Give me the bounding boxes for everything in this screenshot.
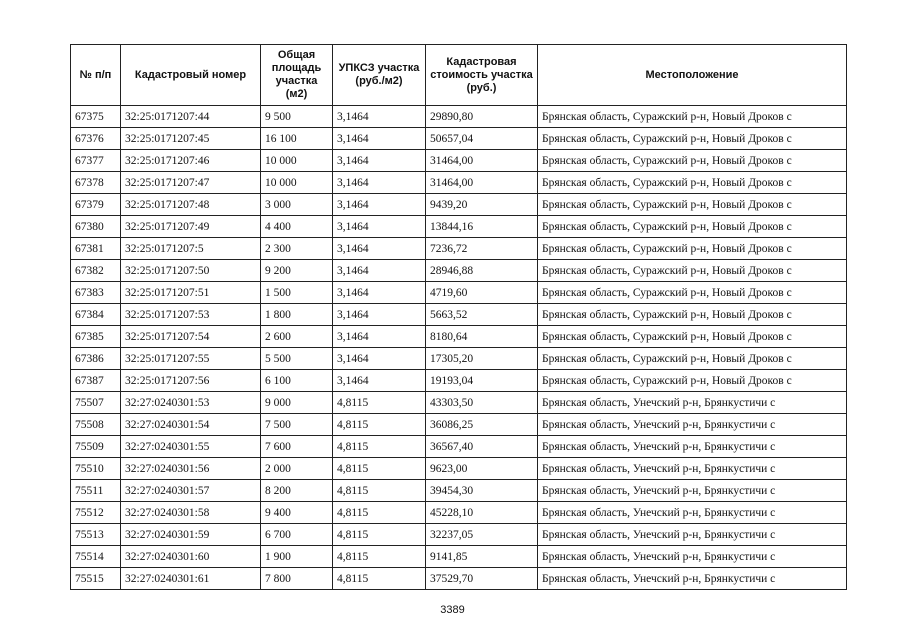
cell-location: Брянская область, Суражский р-н, Новый Дроков с — [538, 150, 847, 172]
cell-num: 75511 — [71, 480, 121, 502]
cell-upksz: 3,1464 — [333, 326, 426, 348]
cell-area: 5 500 — [261, 348, 333, 370]
cell-location: Брянская область, Суражский р-н, Новый Дроков с — [538, 348, 847, 370]
cell-cadastral-number: 32:25:0171207:56 — [121, 370, 261, 392]
cell-upksz: 3,1464 — [333, 106, 426, 128]
cell-location: Брянская область, Унечский р-н, Брянкустичи с — [538, 414, 847, 436]
cell-cadastral-cost: 45228,10 — [426, 502, 538, 524]
cell-cadastral-cost: 31464,00 — [426, 172, 538, 194]
cell-num: 67384 — [71, 304, 121, 326]
cell-cadastral-cost: 36567,40 — [426, 436, 538, 458]
table-row — [71, 546, 847, 568]
table-row — [71, 216, 847, 238]
cell-area: 6 100 — [261, 370, 333, 392]
table-row — [71, 128, 847, 150]
cell-cadastral-cost: 13844,16 — [426, 216, 538, 238]
table-row — [71, 392, 847, 414]
cell-location: Брянская область, Суражский р-н, Новый Дроков с — [538, 282, 847, 304]
header-area: Общая площадь участка (м2) — [261, 45, 333, 106]
cell-location: Брянская область, Суражский р-н, Новый Дроков с — [538, 260, 847, 282]
cell-num: 67387 — [71, 370, 121, 392]
cell-upksz: 3,1464 — [333, 194, 426, 216]
cell-cadastral-number: 32:25:0171207:51 — [121, 282, 261, 304]
cell-cadastral-cost: 28946,88 — [426, 260, 538, 282]
cell-upksz: 3,1464 — [333, 282, 426, 304]
cell-num: 67386 — [71, 348, 121, 370]
cell-num: 67377 — [71, 150, 121, 172]
cell-location: Брянская область, Унечский р-н, Брянкустичи с — [538, 392, 847, 414]
cell-location: Брянская область, Суражский р-н, Новый Дроков с — [538, 172, 847, 194]
cell-upksz: 3,1464 — [333, 128, 426, 150]
cell-location: Брянская область, Суражский р-н, Новый Дроков с — [538, 370, 847, 392]
cell-area: 9 500 — [261, 106, 333, 128]
cell-cadastral-cost: 19193,04 — [426, 370, 538, 392]
cell-num: 75515 — [71, 568, 121, 590]
cell-upksz: 3,1464 — [333, 348, 426, 370]
cell-upksz: 4,8115 — [333, 414, 426, 436]
table-row — [71, 282, 847, 304]
cell-upksz: 4,8115 — [333, 480, 426, 502]
cell-cadastral-cost: 36086,25 — [426, 414, 538, 436]
cell-num: 75513 — [71, 524, 121, 546]
cell-cadastral-cost: 9623,00 — [426, 458, 538, 480]
header-upksz: УПКСЗ участка (руб./м2) — [333, 45, 426, 106]
cell-upksz: 3,1464 — [333, 238, 426, 260]
table-row — [71, 150, 847, 172]
cell-area: 9 000 — [261, 392, 333, 414]
table-row — [71, 304, 847, 326]
cell-cadastral-cost: 8180,64 — [426, 326, 538, 348]
cell-upksz: 4,8115 — [333, 524, 426, 546]
cell-location: Брянская область, Суражский р-н, Новый Дроков с — [538, 238, 847, 260]
table-row — [71, 568, 847, 590]
cell-upksz: 4,8115 — [333, 458, 426, 480]
cell-cadastral-cost: 29890,80 — [426, 106, 538, 128]
cell-cadastral-number: 32:25:0171207:5 — [121, 238, 261, 260]
cell-cadastral-cost: 43303,50 — [426, 392, 538, 414]
cell-upksz: 3,1464 — [333, 304, 426, 326]
cell-area: 2 000 — [261, 458, 333, 480]
cell-cadastral-cost: 31464,00 — [426, 150, 538, 172]
cell-cadastral-cost: 7236,72 — [426, 238, 538, 260]
header-cadastral-number: Кадастровый номер — [121, 45, 261, 106]
cell-cadastral-number: 32:27:0240301:60 — [121, 546, 261, 568]
cell-area: 3 000 — [261, 194, 333, 216]
cell-upksz: 3,1464 — [333, 370, 426, 392]
cell-cadastral-number: 32:25:0171207:49 — [121, 216, 261, 238]
cell-upksz: 4,8115 — [333, 392, 426, 414]
table-row — [71, 480, 847, 502]
cell-area: 10 000 — [261, 172, 333, 194]
cell-cadastral-number: 32:25:0171207:44 — [121, 106, 261, 128]
cell-area: 9 400 — [261, 502, 333, 524]
cell-cadastral-cost: 4719,60 — [426, 282, 538, 304]
cell-cadastral-number: 32:27:0240301:56 — [121, 458, 261, 480]
cadastral-table — [70, 44, 847, 590]
cell-area: 8 200 — [261, 480, 333, 502]
cell-location: Брянская область, Унечский р-н, Брянкустичи с — [538, 546, 847, 568]
cell-upksz: 3,1464 — [333, 260, 426, 282]
table-header — [71, 45, 847, 106]
header-num: № п/п — [71, 45, 121, 106]
cell-cadastral-number: 32:25:0171207:54 — [121, 326, 261, 348]
table-row — [71, 502, 847, 524]
cell-upksz: 4,8115 — [333, 568, 426, 590]
table-row — [71, 524, 847, 546]
cell-location: Брянская область, Унечский р-н, Брянкустичи с — [538, 502, 847, 524]
cell-num: 67379 — [71, 194, 121, 216]
cell-num: 75509 — [71, 436, 121, 458]
cell-num: 67385 — [71, 326, 121, 348]
cell-cadastral-cost: 50657,04 — [426, 128, 538, 150]
cell-cadastral-number: 32:25:0171207:50 — [121, 260, 261, 282]
cell-cadastral-number: 32:27:0240301:61 — [121, 568, 261, 590]
cell-cadastral-number: 32:25:0171207:55 — [121, 348, 261, 370]
cell-cadastral-number: 32:27:0240301:53 — [121, 392, 261, 414]
cell-area: 2 600 — [261, 326, 333, 348]
cell-location: Брянская область, Суражский р-н, Новый Дроков с — [538, 326, 847, 348]
table-row — [71, 348, 847, 370]
table-row — [71, 172, 847, 194]
table-row — [71, 326, 847, 348]
header-cadastral-cost: Кадастровая стоимость участка (руб.) — [426, 45, 538, 106]
cell-cadastral-cost: 17305,20 — [426, 348, 538, 370]
cell-location: Брянская область, Суражский р-н, Новый Дроков с — [538, 304, 847, 326]
table-row — [71, 238, 847, 260]
table-row — [71, 458, 847, 480]
cell-area: 6 700 — [261, 524, 333, 546]
cell-location: Брянская область, Унечский р-н, Брянкустичи с — [538, 480, 847, 502]
cell-cadastral-cost: 37529,70 — [426, 568, 538, 590]
cell-location: Брянская область, Унечский р-н, Брянкустичи с — [538, 458, 847, 480]
cell-num: 75510 — [71, 458, 121, 480]
table-body — [71, 106, 847, 590]
cell-location: Брянская область, Унечский р-н, Брянкустичи с — [538, 436, 847, 458]
cell-location: Брянская область, Суражский р-н, Новый Дроков с — [538, 194, 847, 216]
cell-cadastral-number: 32:25:0171207:45 — [121, 128, 261, 150]
cell-cadastral-number: 32:25:0171207:48 — [121, 194, 261, 216]
page-number: 3389 — [440, 604, 465, 616]
cell-upksz: 4,8115 — [333, 502, 426, 524]
cell-area: 1 800 — [261, 304, 333, 326]
cell-cadastral-number: 32:27:0240301:55 — [121, 436, 261, 458]
table-row — [71, 260, 847, 282]
cell-cadastral-cost: 5663,52 — [426, 304, 538, 326]
cell-cadastral-cost: 32237,05 — [426, 524, 538, 546]
cell-num: 67375 — [71, 106, 121, 128]
cell-num: 75512 — [71, 502, 121, 524]
table-row — [71, 194, 847, 216]
cell-upksz: 4,8115 — [333, 436, 426, 458]
cell-area: 1 900 — [261, 546, 333, 568]
cell-area: 7 600 — [261, 436, 333, 458]
cell-location: Брянская область, Унечский р-н, Брянкустичи с — [538, 568, 847, 590]
cell-area: 9 200 — [261, 260, 333, 282]
cell-cadastral-number: 32:27:0240301:59 — [121, 524, 261, 546]
table-row — [71, 106, 847, 128]
cell-cadastral-number: 32:27:0240301:57 — [121, 480, 261, 502]
cell-upksz: 3,1464 — [333, 216, 426, 238]
cell-num: 75508 — [71, 414, 121, 436]
cell-location: Брянская область, Суражский р-н, Новый Дроков с — [538, 106, 847, 128]
cell-area: 2 300 — [261, 238, 333, 260]
cell-cadastral-cost: 39454,30 — [426, 480, 538, 502]
cell-num: 67376 — [71, 128, 121, 150]
header-location: Местоположение — [538, 45, 847, 106]
cell-area: 7 500 — [261, 414, 333, 436]
cell-upksz: 4,8115 — [333, 546, 426, 568]
table-row — [71, 436, 847, 458]
cell-area: 4 400 — [261, 216, 333, 238]
cell-upksz: 3,1464 — [333, 150, 426, 172]
cell-location: Брянская область, Суражский р-н, Новый Дроков с — [538, 216, 847, 238]
cell-num: 67383 — [71, 282, 121, 304]
cell-cadastral-number: 32:25:0171207:46 — [121, 150, 261, 172]
cell-upksz: 3,1464 — [333, 172, 426, 194]
cell-num: 75507 — [71, 392, 121, 414]
cell-cadastral-cost: 9439,20 — [426, 194, 538, 216]
cell-num: 67382 — [71, 260, 121, 282]
cell-num: 67380 — [71, 216, 121, 238]
cell-num: 75514 — [71, 546, 121, 568]
cell-num: 67381 — [71, 238, 121, 260]
cell-cadastral-number: 32:27:0240301:54 — [121, 414, 261, 436]
cell-area: 16 100 — [261, 128, 333, 150]
cell-location: Брянская область, Унечский р-н, Брянкустичи с — [538, 524, 847, 546]
cell-cadastral-cost: 9141,85 — [426, 546, 538, 568]
header-row — [71, 45, 847, 106]
cell-cadastral-number: 32:27:0240301:58 — [121, 502, 261, 524]
cell-cadastral-number: 32:25:0171207:53 — [121, 304, 261, 326]
cell-cadastral-number: 32:25:0171207:47 — [121, 172, 261, 194]
cell-num: 67378 — [71, 172, 121, 194]
cell-area: 1 500 — [261, 282, 333, 304]
cell-location: Брянская область, Суражский р-н, Новый Дроков с — [538, 128, 847, 150]
cell-area: 10 000 — [261, 150, 333, 172]
table-row — [71, 414, 847, 436]
cell-area: 7 800 — [261, 568, 333, 590]
table-row — [71, 370, 847, 392]
